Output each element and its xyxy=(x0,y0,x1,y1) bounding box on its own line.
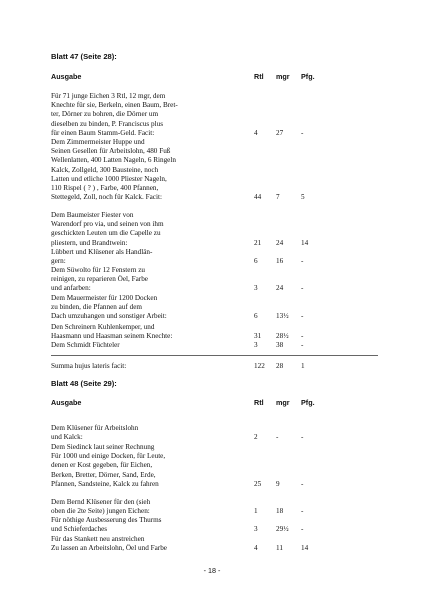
ledger-entry-text: Dem Zimmermeister Huppe und Seinen Gesellen für Arbeitslohn, 480 Fuß Wellenlatten, 400 Latten Nageln, 6 Ringeln Kalck, Zollgeld, 300 Bausteine, noch Latten und etliche 1000 Pliester Nageln, 110 Rispel ( ? ) , Farbe, 400 Pfannen, Stettegeld, Zoll, noch für Kalck. Facit: xyxy=(51,138,176,202)
ledger-entry-text: Für nöthige Ausbesserung des Thurms und Schieferdaches xyxy=(51,516,162,534)
ledger-entry-rtl: 44 xyxy=(254,193,262,202)
ledger-entry-pfg: - xyxy=(301,479,304,488)
ledger-entry-pfg: - xyxy=(301,433,304,442)
ledger-entry-text: Dem Mauermeister für 1200 Docken zu binden, die Pfannen auf dem Dach umzuhangen und sonstiger Arbeit: xyxy=(51,294,167,321)
ledger-entry-rtl: 3 xyxy=(254,284,258,293)
summa-mgr: 28 xyxy=(276,362,284,370)
ledger-entry-mgr: 38 xyxy=(276,341,284,349)
ledger-entry-pfg: - xyxy=(301,332,304,341)
ledger-entry-mgr: 9 xyxy=(276,479,280,488)
divider-line xyxy=(51,355,378,356)
ledger-entry-rtl: 25 xyxy=(254,479,262,488)
column-header-pfg: Pfg. xyxy=(301,398,315,407)
summa-pfg: 1 xyxy=(301,362,305,370)
ledger-entry-pfg: 14 xyxy=(301,238,309,247)
ledger-entry-mgr: 29½ xyxy=(276,525,289,534)
ledger-entry-mgr: 7 xyxy=(276,193,280,202)
ledger-entry-rtl: 3 xyxy=(254,341,258,349)
ledger-entry-rtl: 4 xyxy=(254,128,258,137)
ledger-entry-rtl: 31 xyxy=(254,332,262,341)
ledger-entry-rtl: 2 xyxy=(254,433,258,442)
ledger-entry-mgr: - xyxy=(276,433,279,442)
section-title-blatt-47: Blatt 47 (Seite 28): xyxy=(51,52,117,61)
column-header-mgr: mgr xyxy=(276,398,290,407)
ledger-entry-mgr: 18 xyxy=(276,507,284,516)
column-header-ausgabe: Ausgabe xyxy=(51,398,82,407)
ledger-entry-text: Lübbert und Klüsener als Handlän- gern: xyxy=(51,248,153,266)
ledger-entry-pfg: - xyxy=(301,128,304,137)
ledger-entry-pfg: - xyxy=(301,257,304,266)
ledger-entry-mgr: 11 xyxy=(276,544,283,553)
summa-label: Summa hujus lateris facit: xyxy=(51,362,127,370)
ledger-entry-mgr: 24 xyxy=(276,284,284,293)
ledger-entry-rtl: 6 xyxy=(254,257,258,266)
ledger-entry-text: Dem Schmidt Füchteler xyxy=(51,341,120,349)
ledger-entry-rtl: 4 xyxy=(254,544,258,553)
ledger-entry-pfg: 5 xyxy=(301,193,305,202)
ledger-entry-text: Für 71 junge Eichen 3 Rtl, 12 mgr, dem Knechte für sie, Berkeln, einen Baum, Bret- ter, Dörner zu bohren, die Dörner um dieselben zu binden, P. Franciscus plus für einen Baum Stamm-Geld. Facit: xyxy=(51,92,178,137)
ledger-entry-pfg: - xyxy=(301,525,304,534)
ledger-entry-text: Für das Stankett neu anstreichen Zu lassen an Arbeitslohn, Öel und Farbe xyxy=(51,535,167,553)
ledger-entry-text: Dem Baumeister Fiester von Warendorf pro via, und seinen von ihm geschickten Leuten um die Capelle zu pliestern, und Brandtwein: xyxy=(51,211,164,247)
ledger-entry-text: Dem Klüsener für Arbeitslohn und Kalck: xyxy=(51,424,139,442)
ledger-entry-text: Dem Süwolto für 12 Fenstern zu reinigen, zu reparieren Öel, Farbe und anfarben: xyxy=(51,266,148,293)
ledger-entry-pfg: - xyxy=(301,507,304,516)
ledger-entry-text: Dem Bernd Klüsener für den (sieh oben die 2te Seite) jungen Eichen: xyxy=(51,498,151,516)
ledger-entry-rtl: 3 xyxy=(254,525,258,534)
ledger-entry-mgr: 13½ xyxy=(276,312,289,321)
ledger-entry-mgr: 24 xyxy=(276,238,284,247)
column-header-rtl: Rtl xyxy=(254,72,264,81)
page-number: - 18 - xyxy=(203,566,221,575)
ledger-entry-rtl: 6 xyxy=(254,312,258,321)
ledger-entry-rtl: 1 xyxy=(254,507,258,516)
ledger-entry-mgr: 16 xyxy=(276,257,284,266)
column-header-rtl: Rtl xyxy=(254,398,264,407)
ledger-entry-mgr: 28½ xyxy=(276,332,289,341)
section-title-blatt-48: Blatt 48 (Seite 29): xyxy=(51,379,117,388)
ledger-entry-text: Dem Siedinck laut seiner Rechnung Für 1000 und einige Docken, für Leute, denen er Kost gegeben, für Eichen, Berken, Bretter, Dörner, Sand, Erde, Pfannen, Sandsteine, Kalck zu fahren xyxy=(51,443,166,488)
ledger-entry-pfg: - xyxy=(301,341,304,349)
ledger-entry-pfg: - xyxy=(301,284,304,293)
ledger-entry-pfg: 14 xyxy=(301,544,309,553)
column-header-ausgabe: Ausgabe xyxy=(51,72,82,81)
ledger-entry-mgr: 27 xyxy=(276,128,284,137)
column-header-pfg: Pfg. xyxy=(301,72,315,81)
ledger-entry-rtl: 21 xyxy=(254,238,262,247)
ledger-entry-text: Den Schreinern Kuhlenkemper, und Haasmann und Haasman seinem Knechte: xyxy=(51,323,173,341)
summa-rtl: 122 xyxy=(254,362,265,370)
column-header-mgr: mgr xyxy=(276,72,290,81)
ledger-entry-pfg: - xyxy=(301,312,304,321)
